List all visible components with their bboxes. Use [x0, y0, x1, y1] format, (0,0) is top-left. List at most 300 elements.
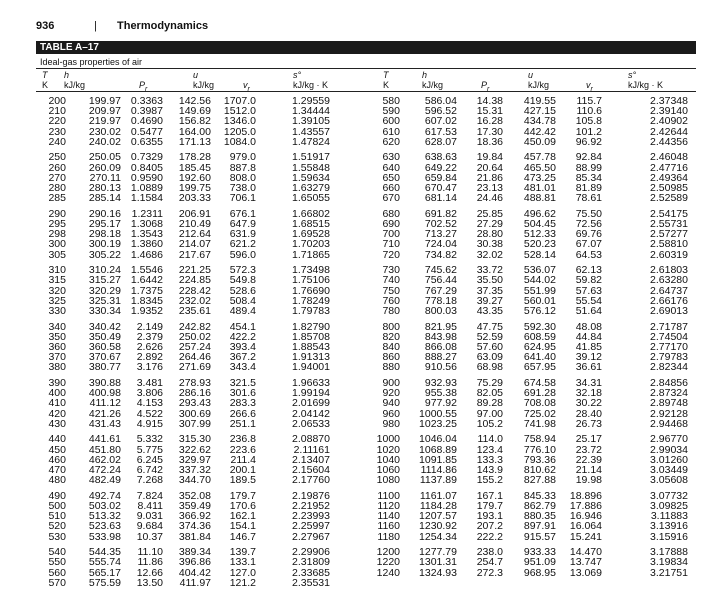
cell-s0: 1.85708: [292, 330, 330, 343]
cell-h: 390.88: [88, 377, 121, 389]
cell-h-right: 1137.89: [419, 474, 457, 487]
cell-u-right: 560.01: [523, 294, 556, 307]
cell-vr: 621.2: [229, 238, 256, 251]
cell-Pr: 3.806: [136, 387, 163, 400]
cell-s0: 1.96633: [292, 377, 330, 389]
cell-Pr-right: 25.85: [476, 207, 503, 220]
cell-u-right: 488.81: [523, 192, 556, 205]
cell-vr-right: 96.92: [575, 135, 602, 148]
cell-s0: 2.06533: [292, 417, 330, 430]
cell-u-right: 544.02: [523, 274, 556, 287]
table-row: [0, 250, 720, 260]
cell-u-right: 725.02: [523, 407, 556, 420]
cell-u: 389.34: [178, 546, 211, 559]
cell-h: 513.32: [88, 510, 121, 523]
cell-T-right: 760: [382, 294, 400, 307]
cell-s0-right: 2.94468: [650, 417, 688, 430]
cell-T: 230: [48, 125, 66, 138]
cell-T-right: 680: [382, 207, 400, 220]
cell-s0: 1.73498: [292, 264, 330, 277]
cell-vr: 139.7: [229, 546, 256, 559]
cell-Pr-right: 143.9: [476, 464, 503, 476]
cell-h-right: 670.47: [424, 182, 457, 194]
cell-u: 212.64: [178, 228, 211, 241]
cell-s0-right: 2.89748: [650, 397, 688, 410]
cell-u: 257.24: [178, 341, 211, 353]
cell-u: 210.49: [178, 218, 211, 230]
cell-h: 230.02: [88, 125, 121, 138]
cell-T: 430: [48, 417, 66, 430]
cell-T: 310: [48, 264, 66, 277]
cell-vr-right: 32.18: [575, 387, 602, 400]
cell-s0-right: 3.07732: [650, 489, 688, 502]
cell-vr-right: 25.17: [575, 433, 602, 446]
table-row: [0, 116, 720, 126]
cell-vr: 676.1: [229, 207, 256, 220]
col-header-vr: $v_r$: [243, 80, 250, 93]
cell-Pr-right: 19.84: [476, 151, 503, 164]
cell-T: 500: [48, 500, 66, 512]
cell-vr: 454.1: [229, 320, 256, 333]
cell-u-right: 880.35: [523, 510, 556, 523]
cell-vr-right: 13.069: [569, 566, 602, 579]
table-row: [0, 475, 720, 485]
cell-s0-right: 3.17888: [650, 546, 688, 559]
cell-vr-right: 28.40: [575, 407, 602, 420]
cell-T-right: 920: [382, 387, 400, 400]
cell-u: 329.97: [178, 453, 211, 466]
cell-s0: 2.01699: [292, 397, 330, 410]
cell-Pr-right: 43.35: [476, 305, 503, 317]
cell-u: 142.56: [178, 95, 211, 107]
cell-vr: 321.5: [229, 377, 256, 389]
cell-Pr-right: 155.2: [476, 474, 503, 487]
cell-Pr-right: 14.38: [476, 95, 503, 107]
cell-T-right: 1220: [376, 556, 400, 569]
cell-u: 404.42: [178, 566, 211, 579]
cell-T-right: 800: [382, 320, 400, 333]
cell-u-right: 512.33: [523, 228, 556, 241]
cell-h: 360.58: [88, 341, 121, 353]
cell-u-right: 758.94: [523, 433, 556, 446]
col-header-Pr-right: $P_r$: [481, 80, 490, 93]
cell-Pr: 3.481: [136, 377, 163, 389]
cell-vr-right: 13.747: [569, 556, 602, 569]
cell-vr: 1512.0: [223, 105, 256, 118]
cell-vr-right: 81.89: [575, 182, 602, 194]
table-row: [0, 532, 720, 542]
cell-vr: 236.8: [229, 433, 256, 446]
cell-T-right: 780: [382, 305, 400, 317]
cell-Pr-right: 133.3: [476, 453, 503, 466]
cell-T: 260: [48, 161, 66, 174]
cell-u: 315.30: [178, 433, 211, 446]
cell-h: 451.80: [88, 443, 121, 456]
cell-T-right: 1200: [376, 546, 400, 559]
cell-s0: 1.68515: [292, 218, 330, 230]
cell-Pr: 4.522: [136, 407, 163, 420]
cell-Pr-right: 238.0: [476, 546, 503, 559]
table-row: [0, 193, 720, 203]
cell-vr: 489.4: [229, 305, 256, 317]
cell-T-right: 650: [382, 171, 400, 184]
cell-T-right: 1140: [377, 510, 400, 523]
cell-s0-right: 3.09825: [650, 500, 688, 512]
cell-vr-right: 16.946: [569, 510, 602, 523]
cell-s0-right: 2.74504: [650, 330, 688, 343]
cell-h: 260.09: [88, 161, 121, 174]
cell-T-right: 980: [382, 417, 400, 430]
cell-h-right: 843.98: [424, 330, 457, 343]
cell-u: 250.02: [178, 330, 211, 343]
cell-h: 472.24: [88, 464, 121, 476]
cell-vr: 887.8: [229, 161, 256, 174]
cell-vr-right: 34.31: [575, 377, 602, 389]
cell-u-right: 741.98: [523, 417, 556, 430]
cell-u-right: 810.62: [523, 464, 556, 476]
cell-s0: 1.82790: [292, 320, 330, 333]
cell-h: 340.42: [88, 320, 121, 333]
cell-vr-right: 69.76: [575, 228, 602, 241]
cell-s0: 2.17760: [292, 474, 330, 487]
cell-s0-right: 2.99034: [650, 443, 688, 456]
cell-T: 305: [48, 248, 66, 261]
cell-h-right: 1230.92: [419, 520, 457, 533]
cell-T: 510: [48, 510, 66, 523]
cell-u-right: 551.99: [523, 284, 556, 297]
header-top-rule: [36, 68, 696, 69]
cell-u: 228.42: [178, 284, 211, 297]
cell-T-right: 1240: [376, 566, 400, 579]
cell-vr: 170.6: [229, 500, 256, 512]
table-row: [0, 398, 720, 408]
cell-vr: 647.9: [229, 218, 256, 230]
cell-u-right: 592.30: [523, 320, 556, 333]
cell-Pr-right: 207.2: [476, 520, 503, 533]
cell-Pr: 6.742: [136, 464, 163, 476]
cell-s0-right: 2.87324: [650, 387, 688, 400]
cell-vr: 549.8: [229, 274, 256, 287]
cell-vr: 343.4: [229, 361, 256, 374]
cell-T: 560: [48, 566, 66, 579]
cell-Pr-right: 23.13: [476, 182, 503, 194]
cell-u-right: 708.08: [523, 397, 556, 410]
cell-T: 280: [48, 182, 66, 194]
cell-vr-right: 39.12: [575, 351, 602, 364]
cell-u-right: 776.10: [523, 443, 556, 456]
cell-T-right: 600: [382, 115, 400, 128]
cell-Pr: 2.626: [136, 341, 163, 353]
cell-s0: 1.70203: [292, 238, 330, 251]
table-row: [0, 362, 720, 372]
cell-T: 550: [48, 556, 66, 569]
cell-T-right: 750: [382, 284, 400, 297]
cell-s0: 1.29559: [292, 95, 330, 107]
cell-u-right: 457.78: [523, 151, 556, 164]
cell-u-right: 536.07: [523, 264, 556, 277]
cell-h: 575.59: [88, 576, 121, 589]
cell-s0: 2.08870: [292, 433, 330, 446]
cell-T-right: 690: [382, 218, 400, 230]
cell-u-right: 674.58: [523, 377, 556, 389]
cell-vr: 808.0: [229, 171, 256, 184]
cell-h: 295.17: [88, 218, 121, 230]
cell-s0-right: 2.50985: [650, 182, 688, 194]
cell-Pr-right: 30.38: [476, 238, 503, 251]
cell-vr-right: 55.54: [575, 294, 602, 307]
cell-Pr: 1.3068: [130, 218, 163, 230]
cell-vr: 162.1: [229, 510, 256, 523]
cell-h: 492.74: [88, 489, 121, 502]
cell-h-right: 1184.28: [419, 500, 457, 512]
cell-u: 366.92: [178, 510, 211, 523]
cell-h: 280.13: [88, 182, 121, 194]
cell-u: 381.84: [178, 530, 211, 543]
cell-T-right: 1100: [377, 489, 400, 502]
table-row: [0, 521, 720, 531]
cell-Pr-right: 222.2: [476, 530, 503, 543]
cell-Pr-right: 17.30: [476, 125, 503, 138]
cell-Pr: 0.9590: [130, 171, 163, 184]
cell-T: 460: [48, 453, 66, 466]
table-row: [0, 306, 720, 316]
cell-s0-right: 2.52589: [650, 192, 688, 205]
cell-vr-right: 75.50: [575, 207, 602, 220]
cell-u: 171.13: [178, 135, 211, 148]
cell-vr: 127.0: [229, 566, 256, 579]
cell-Pr: 5.332: [136, 433, 163, 446]
cell-h-right: 1000.55: [419, 407, 457, 420]
cell-u: 242.82: [178, 320, 211, 333]
cell-u-right: 442.42: [523, 125, 556, 138]
cell-Pr-right: 75.29: [476, 377, 503, 389]
cell-h: 462.02: [88, 453, 121, 466]
cell-h-right: 1091.85: [419, 453, 457, 466]
cell-u: 271.69: [178, 361, 211, 374]
cell-u: 185.45: [178, 161, 211, 174]
cell-T: 330: [48, 305, 66, 317]
table-row: [0, 557, 720, 567]
cell-vr: 266.6: [229, 407, 256, 420]
cell-vr: 393.4: [229, 341, 256, 353]
table-row: [0, 239, 720, 249]
cell-s0: 2.23993: [292, 510, 330, 523]
cell-u: 224.85: [178, 274, 211, 287]
cell-T: 340: [48, 320, 66, 333]
cell-Pr: 1.7375: [130, 284, 163, 297]
cell-u: 156.82: [178, 115, 211, 128]
cell-s0: 2.31809: [292, 556, 330, 569]
book-section-title: Thermodynamics: [117, 20, 209, 32]
cell-s0: 2.11161: [293, 443, 330, 456]
cell-vr-right: 23.72: [575, 443, 602, 456]
cell-s0: 2.33685: [292, 566, 330, 579]
cell-T: 440: [48, 433, 66, 446]
cell-Pr: 10.37: [136, 530, 163, 543]
cell-Pr: 1.5546: [130, 264, 163, 277]
cell-u-right: 520.23: [523, 238, 556, 251]
cell-T: 390: [48, 377, 66, 389]
cell-vr-right: 26.73: [575, 417, 602, 430]
cell-h: 315.27: [88, 274, 121, 287]
cell-vr: 508.4: [229, 294, 256, 307]
cell-Pr-right: 16.28: [476, 115, 503, 128]
cell-s0: 1.66802: [292, 207, 330, 220]
cell-s0-right: 2.37348: [650, 95, 688, 107]
cell-s0: 1.75106: [292, 274, 330, 287]
cell-h: 270.11: [89, 171, 121, 184]
cell-u-right: 576.12: [523, 305, 556, 317]
cell-s0-right: 2.44356: [650, 135, 688, 148]
cell-Pr: 4.153: [136, 397, 163, 410]
cell-s0-right: 2.40902: [650, 115, 688, 128]
cell-u-right: 504.45: [523, 218, 556, 230]
cell-u: 214.07: [178, 238, 211, 251]
cell-s0: 2.13407: [292, 453, 330, 466]
cell-Pr-right: 52.59: [476, 330, 503, 343]
cell-s0-right: 3.05608: [650, 474, 688, 487]
cell-Pr: 12.66: [136, 566, 163, 579]
cell-T: 290: [48, 207, 66, 220]
cell-h-right: 1254.34: [419, 530, 457, 543]
cell-vr: 706.1: [229, 192, 256, 205]
cell-h: 400.98: [88, 387, 121, 400]
cell-Pr-right: 20.64: [476, 161, 503, 174]
cell-h-right: 866.08: [424, 341, 457, 353]
cell-s0: 1.94001: [292, 361, 330, 374]
cell-T: 450: [48, 443, 66, 456]
cell-u-right: 845.33: [523, 489, 556, 502]
cell-T-right: 1000: [376, 433, 400, 446]
cell-u: 203.33: [178, 192, 211, 205]
header-bottom-rule: [36, 91, 696, 92]
cell-s0: 1.91313: [292, 351, 330, 364]
cell-Pr-right: 57.60: [476, 341, 503, 353]
cell-u: 286.16: [178, 387, 211, 400]
cell-h: 482.49: [88, 474, 121, 487]
cell-h-right: 1277.79: [419, 546, 457, 559]
cell-vr-right: 101.2: [575, 125, 602, 138]
cell-T-right: 1040: [376, 453, 400, 466]
cell-s0: 2.29906: [292, 546, 330, 559]
cell-u-right: 641.40: [523, 351, 556, 364]
cell-Pr: 1.0889: [130, 182, 163, 194]
cell-h-right: 745.62: [424, 264, 457, 277]
cell-vr: 154.1: [229, 520, 256, 533]
cell-T-right: 1020: [376, 443, 400, 456]
cell-Pr-right: 123.4: [476, 443, 503, 456]
cell-vr: 283.3: [229, 397, 256, 410]
cell-vr: 422.2: [229, 330, 256, 343]
cell-T-right: 1180: [377, 530, 400, 543]
cell-Pr-right: 167.1: [476, 489, 503, 502]
cell-u-right: 427.15: [523, 105, 556, 118]
cell-s0: 1.99194: [292, 387, 330, 400]
cell-Pr-right: 37.35: [476, 284, 503, 297]
cell-s0: 1.39105: [292, 115, 330, 128]
cell-u: 199.75: [178, 182, 211, 194]
cell-T-right: 620: [382, 135, 400, 148]
table-row: [0, 152, 720, 162]
cell-s0: 2.15604: [292, 464, 330, 476]
cell-s0-right: 2.61803: [650, 264, 688, 277]
cell-Pr-right: 89.28: [476, 397, 503, 410]
cell-Pr: 0.3363: [130, 95, 163, 107]
cell-u-right: 465.50: [523, 161, 556, 174]
cell-T-right: 840: [382, 341, 400, 353]
cell-u: 359.49: [178, 500, 211, 512]
cell-h-right: 607.02: [424, 115, 457, 128]
cell-u-right: 419.55: [523, 95, 556, 107]
cell-vr: 979.0: [229, 151, 256, 164]
cell-T: 570: [48, 576, 66, 589]
col-header-vr-right: $v_r$: [586, 80, 593, 93]
cell-Pr: 11.86: [137, 556, 163, 569]
col-unit-u: kJ/kg: [193, 80, 215, 90]
cell-h: 219.97: [88, 115, 121, 128]
cell-Pr: 0.3987: [130, 105, 163, 118]
cell-Pr-right: 254.7: [476, 556, 503, 569]
cell-Pr: 1.6442: [130, 274, 163, 287]
cell-s0-right: 2.46048: [650, 151, 688, 164]
table-row: [0, 578, 720, 588]
cell-Pr-right: 18.36: [476, 135, 503, 148]
cell-Pr-right: 39.27: [476, 294, 503, 307]
cell-T: 315: [48, 274, 66, 287]
cell-Pr-right: 68.98: [476, 361, 503, 374]
cell-T: 480: [48, 474, 66, 487]
cell-s0: 1.76690: [292, 284, 330, 297]
cell-h-right: 821.95: [424, 320, 457, 333]
cell-h: 523.63: [88, 520, 121, 533]
cell-T-right: 630: [382, 151, 400, 164]
cell-vr: 121.2: [229, 576, 256, 589]
cell-u: 300.69: [178, 407, 211, 420]
cell-u-right: 528.14: [523, 248, 556, 261]
cell-s0-right: 3.15916: [650, 530, 688, 543]
cell-s0: 1.51917: [292, 151, 330, 164]
col-header-h: h: [64, 70, 70, 80]
cell-s0: 2.35531: [292, 576, 330, 589]
cell-Pr-right: 32.02: [476, 248, 503, 261]
cell-Pr: 0.6355: [130, 135, 163, 148]
table-title: TABLE A–17: [40, 42, 99, 53]
cell-vr: 631.9: [229, 228, 256, 241]
cell-u: 411.97: [179, 576, 211, 589]
cell-vr-right: 16.064: [569, 520, 602, 533]
cell-Pr: 13.50: [136, 576, 163, 589]
cell-u-right: 608.59: [523, 330, 556, 343]
cell-vr-right: 36.61: [575, 361, 602, 374]
col-unit-T: K: [42, 80, 49, 90]
cell-T: 530: [48, 530, 66, 543]
cell-u: 164.00: [178, 125, 211, 138]
col-header-u-right: u: [528, 70, 534, 80]
cell-vr: 211.4: [230, 453, 256, 466]
cell-vr: 189.5: [229, 474, 256, 487]
cell-s0: 2.04142: [292, 407, 330, 420]
cell-h-right: 888.27: [424, 351, 457, 364]
cell-T: 420: [48, 407, 66, 420]
cell-s0-right: 2.96770: [650, 433, 688, 446]
cell-s0-right: 2.42644: [650, 125, 688, 138]
cell-s0-right: 2.64737: [650, 284, 688, 297]
col-header-T-right: T: [383, 70, 389, 80]
cell-h: 240.02: [88, 135, 121, 148]
cell-h-right: 767.29: [424, 284, 457, 297]
cell-h-right: 681.14: [424, 192, 457, 205]
cell-h: 565.17: [88, 566, 121, 579]
